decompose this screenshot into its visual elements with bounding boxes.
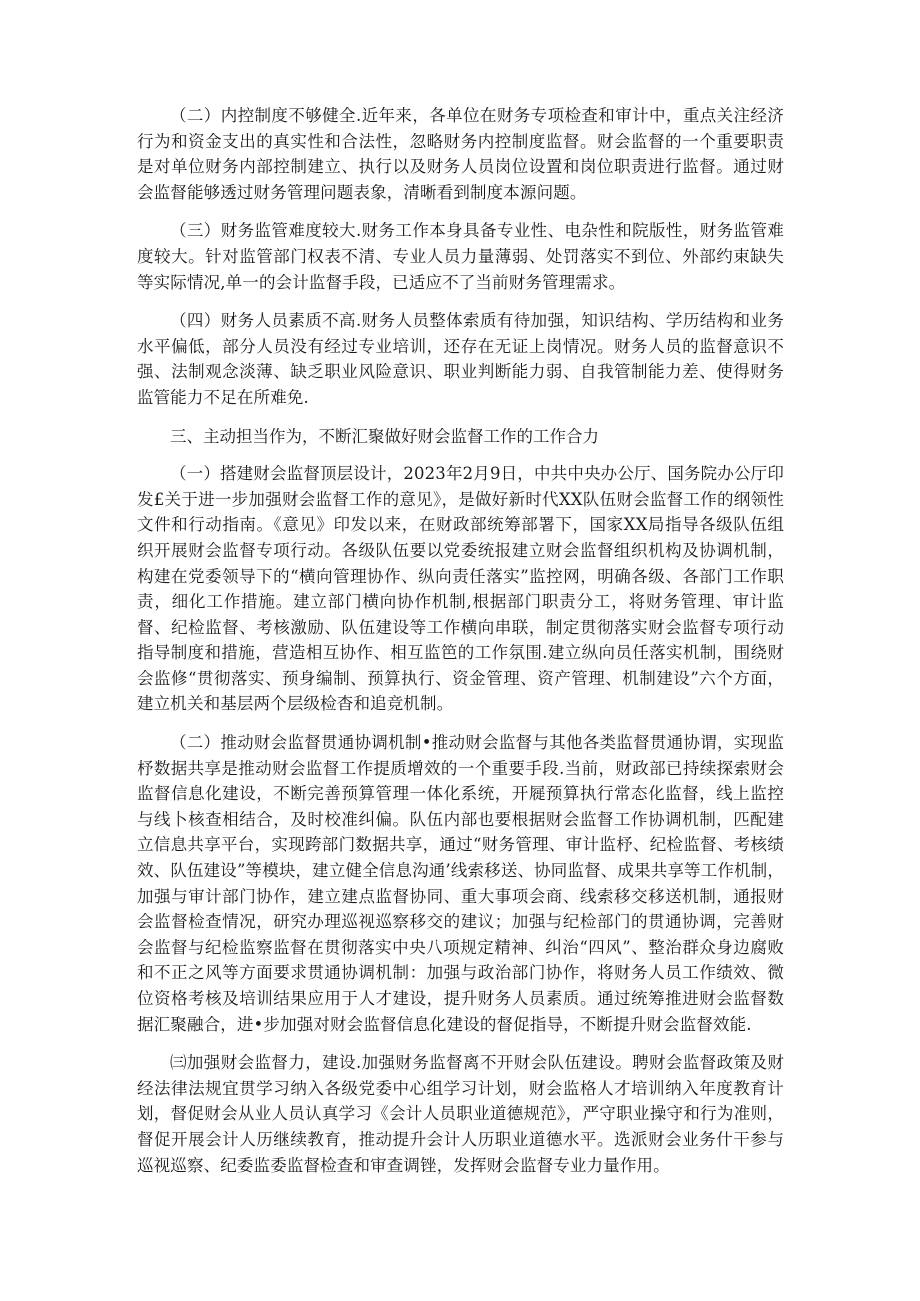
paragraph-coordination-mechanism: （二）推动财会监督贯通协调机制•推动财会监督与其他各类监督贯通协谓，实现监杼数据共享是推动财会监督工作提质增效的一个重要手段.当前，财政部已持续探索财会监督信息化建设，不断完善预算管理一体化系统，开屣预算执行常态化监督，线上监控与线卜核查相结合，及时校准纠偏。队伍内部也要根据财会监督工作协调机制，匹配建立信息共享平台，实现跨部门数据共享，通过“财务管理、审计监杼、纪检监督、考核绩效、队伍建设”等模块，建立健全信息沟通’线索移送、协同监督、成果共享等工作机制，加强与审计部门协作，建立建点监督协同、重大事项会商、线索移交移送机制，通报财会监督检查情况，研究办理巡视巡察移交的建议；加强与纪检部门的贯通协调，完善财会监督与纪检监察监督在贯彻落实中央八项规定精神、纠治“四风”、整治群众身边腐败和不正之风等方面要求贯通协调机制：加强与政治部门协作，将财务人员工作绩效、微位资格考核及培训结果应用于人才建设，提升财务人员素质。通过统筹推进财会监督数据汇聚融合，进•步加强对财会监督信息化建设的督促指导，不断提升财会监督效能. bbox=[137, 733, 784, 1034]
paragraph-team-building: ㈢加强财会监督力，建设.加强财务监督离不开财会队伍建设。聘财会监督政策及财经法律法规宜贯学习纳入各级党委中心组学习计划，财会监格人才培训纳入年度教育计划，督促财会从业人员认真学习《会计人员职业道德规范》，严守职业操守和行为准则，督促开展会计人历继续教育，推动提升会计人历职业道德水平。选派财会业务什干参与巡视巡察、纪委监委监督检查和审查调锉，发挥财会监督专业力量作用。 bbox=[137, 1053, 784, 1175]
section-heading-three: 三、主动担当作为，不断汇聚做好财会监督工作的工作合力 bbox=[170, 426, 599, 446]
paragraph-internal-control: （二）内控制度不够健全.近年来，各单位在财务专项检查和审计中，重点关注经济行为和资金支出的真实性和合法性，忽略财务内控制度监督。财会监督的一个重要职责是对单位财务内部控制建立、执行以及财务人员岗位设置和岗位职责进行监督。通过财会监督能够透过财务管理问题表象，清晰看到制度本源问题。 bbox=[137, 106, 784, 202]
paragraph-top-level-design: （一）搭建财会监督顶层设计，2023年2月9日，中共中央办公厅、国务院办公厅印发£关于进一步加强财会监督工作的意见》，是做好新时代XX队伍财会监督工作的纲领性文件和行动指南。《意见》印发以来，在财政部统筹部署下，国家XX局指导各级队伍组织开展财会监督专项行动。各级队伍要以党委统报建立财会监督组织机构及协调机制，构建在党委领导下的“横向管理协作、纵向责任落实”监控网，明确各级、各部门工作职责，细化工作措施。建立部门横向协作机制,根据部门职责分工，将财务管理、审计监督、纪检监督、考核激励、队伍建设等工作横向串联，制定贯彻落实财会监督专项行动指导制度和措施，营造相互协作、相互监笆的工作氛围.建立纵向员任落实机制，围绕财会监修“贯彻落实、预身编制、预算执行、资金管理、资产管理、机制建设”六个方面，建立机关和基层两个层级检杳和追竞机制。 bbox=[137, 464, 784, 714]
paragraph-staff-quality: （四）财务人员素质不高.财务人员整体索质有待加强，知识结构、学历结构和业务水平偏低，部分人员没有经过专业培训，还存在无证上岗情况。财务人员的监督意识不强、法制观念淡薄、缺乏职业风险意识、职业判断能力弱、自我管制能力差、使得财务监管能力不足在所难免. bbox=[137, 311, 784, 407]
paragraph-supervision-difficulty: （三）财务监管难度较大.财务工作本身具备专业性、电杂性和院版性，财务监管难度较大。针对监管部门权表不清、专业人员力量薄弱、处罚落实不到位、外部约束缺失等实际情况,单一的会计监督手段，已适应不了当前财务管理需求。 bbox=[137, 221, 784, 292]
document-page bbox=[137, 103, 784, 1191]
